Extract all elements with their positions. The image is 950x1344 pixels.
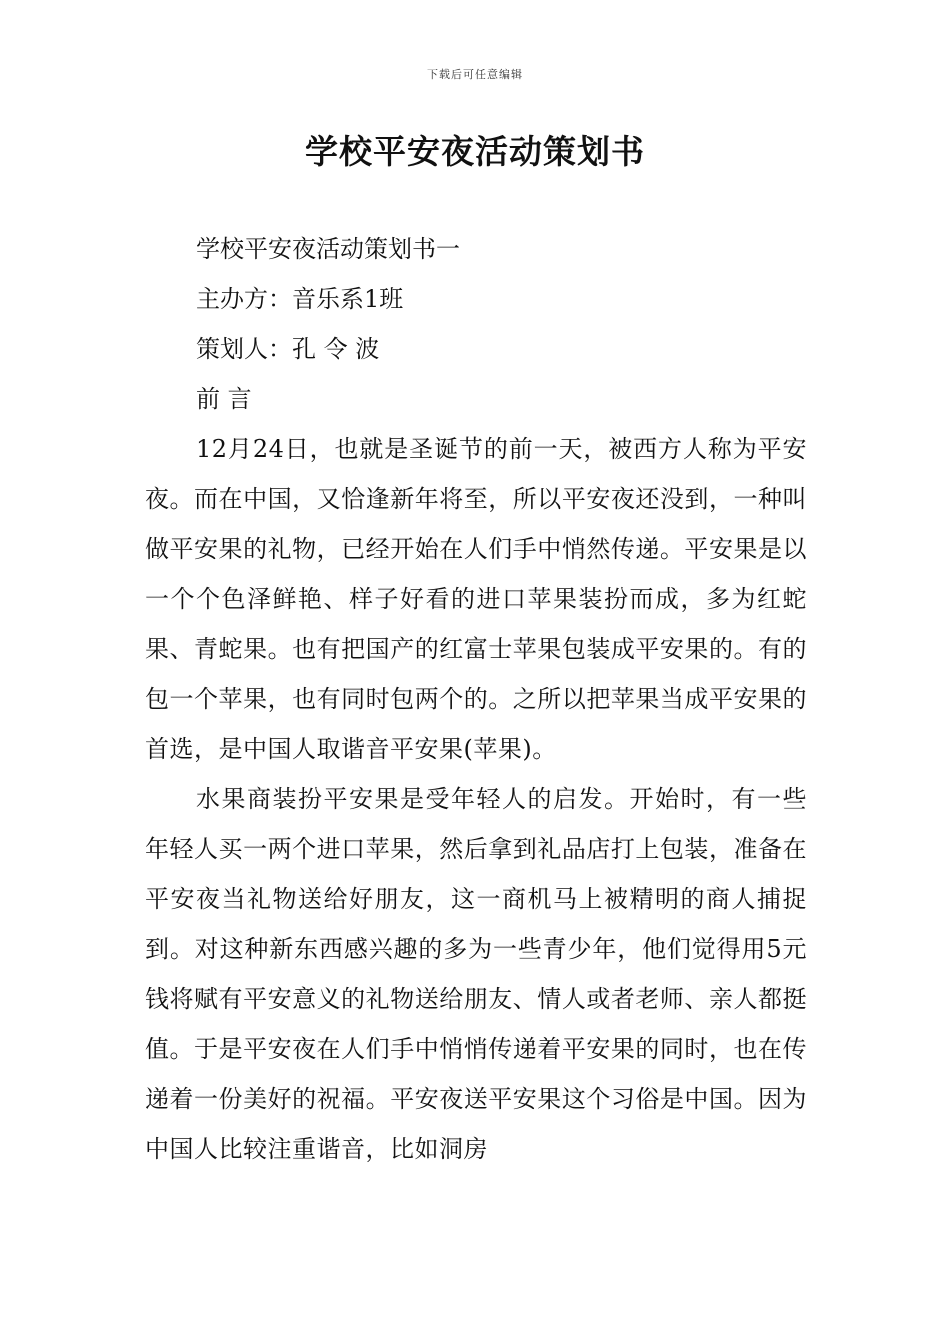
- document-body: [145, 224, 807, 1174]
- paragraph-1: 12月24日，也就是圣诞节的前一天，被西方人称为平安夜。而在中国，又恰逢新年将至，所以平安夜还没到，一种叫做平安果的礼物，已经开始在人们手中悄然传递。平安果是以一个个色泽鲜艳、样子好看的进口苹果装扮而成，多为红蛇果、青蛇果。也有把国产的红富士苹果包装成平安果的。有的包一个苹果，也有同时包两个的。之所以把苹果当成平安果的首选，是中国人取谐音平安果(苹果)。: [145, 435, 807, 763]
- planner-line: 策划人：孔 令 波: [196, 335, 380, 363]
- subtitle-line: 学校平安夜活动策划书一: [196, 235, 460, 263]
- page-title: 学校平安夜活动策划书: [305, 132, 645, 171]
- organizer-line: 主办方：音乐系1班: [196, 285, 404, 313]
- header-note: 下载后可任意编辑: [427, 68, 523, 81]
- paragraph-2: 水果商装扮平安果是受年轻人的启发。开始时，有一些年轻人买一两个进口苹果，然后拿到礼品店打上包装，准备在平安夜当礼物送给好朋友，这一商机马上被精明的商人捕捉到。对这种新东西感兴趣的多为一些青少年，他们觉得用5元钱将赋有平安意义的礼物送给朋友、情人或者老师、亲人都挺值。于是平安夜在人们手中悄悄传递着平安果的同时，也在传递着一份美好的祝福。平安夜送平安果这个习俗是中国。因为中国人比较注重谐音，比如洞房: [145, 785, 807, 1163]
- preface-heading: 前 言: [196, 385, 252, 413]
